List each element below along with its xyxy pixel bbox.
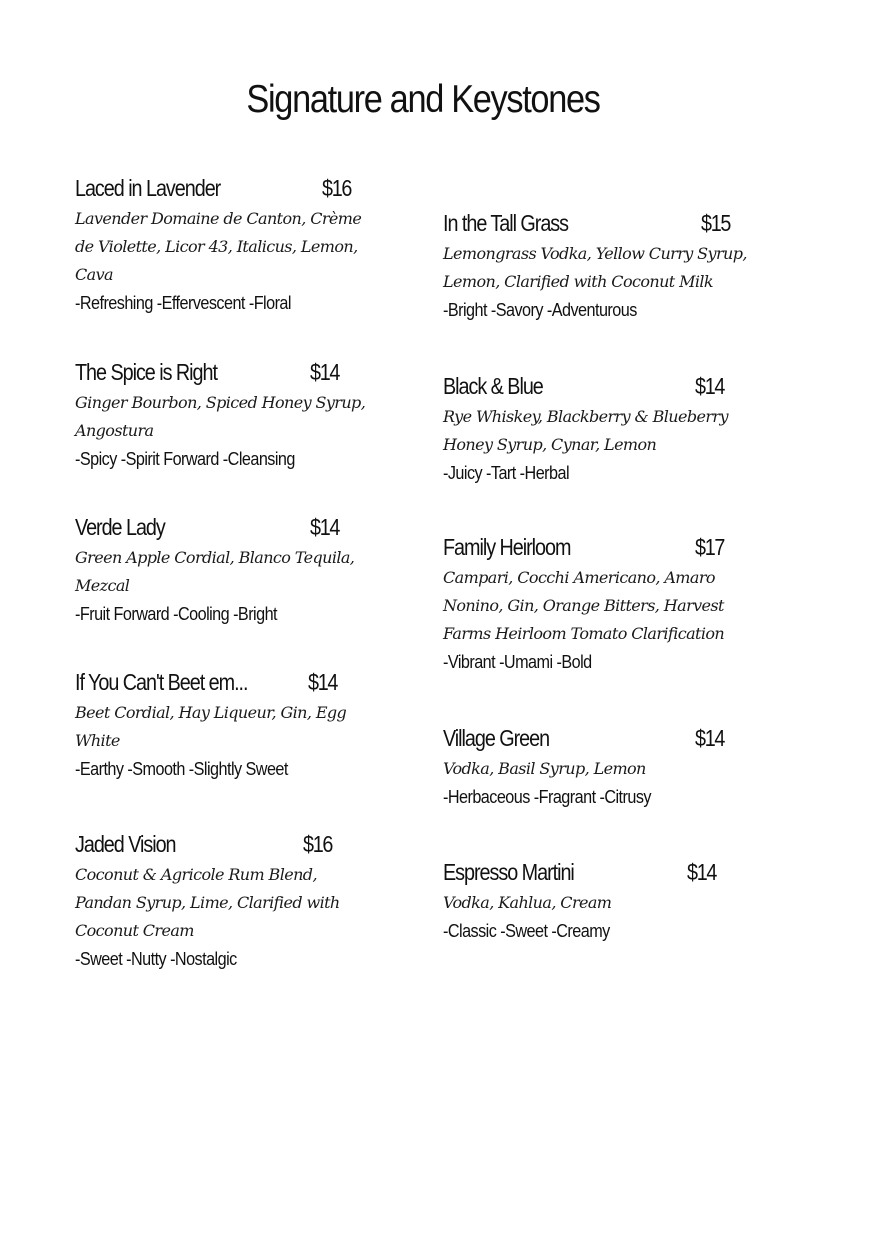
item-price: $14 xyxy=(687,859,717,885)
item-tags: -Classic -Sweet -Creamy xyxy=(443,921,610,941)
item-name: Black & Blue xyxy=(443,373,543,399)
item-header xyxy=(75,354,405,388)
menu-item-if-you-cant-beet-em xyxy=(75,664,405,783)
menu-item-family-heirloom xyxy=(443,529,773,676)
item-description: Beet Cordial, Hay Liqueur, Gin, Egg White xyxy=(75,703,347,750)
item-description: Rye Whiskey, Blackberry & Blueberry Honey Syrup, Cynar, Lemon xyxy=(443,407,728,454)
item-header xyxy=(443,205,773,239)
item-description: Vodka, Kahlua, Cream xyxy=(443,893,612,912)
item-header xyxy=(443,368,773,402)
item-header xyxy=(443,529,773,563)
item-tags: -Fruit Forward -Cooling -Bright xyxy=(75,604,278,624)
item-description: Ginger Bourbon, Spiced Honey Syrup, Angostura xyxy=(75,393,366,440)
item-price: $16 xyxy=(322,175,352,201)
item-name: Village Green xyxy=(443,725,550,751)
item-description: Campari, Cocchi Americano, Amaro Nonino, Gin, Orange Bitters, Harvest Farms Heirloom Tomato Clarification xyxy=(443,568,725,643)
menu-item-espresso-martini xyxy=(443,854,773,945)
item-name: Verde Lady xyxy=(75,514,165,540)
menu-item-the-spice-is-right xyxy=(75,354,405,473)
item-header xyxy=(75,664,405,698)
page-title: Signature and Keystones xyxy=(246,78,600,121)
item-name: Laced in Lavender xyxy=(75,175,221,201)
item-tags: -Bright -Savory -Adventurous xyxy=(443,300,637,320)
item-name: If You Can't Beet em... xyxy=(75,669,248,695)
menu-item-in-the-tall-grass xyxy=(443,205,773,324)
item-description: Coconut & Agricole Rum Blend, Pandan Syrup, Lime, Clarified with Coconut Cream xyxy=(75,865,340,940)
item-tags: -Juicy -Tart -Herbal xyxy=(443,463,570,483)
item-price: $16 xyxy=(303,831,333,857)
item-tags: -Earthy -Smooth -Slightly Sweet xyxy=(75,759,288,779)
item-header xyxy=(75,170,405,204)
item-name: The Spice is Right xyxy=(75,359,217,385)
item-tags: -Refreshing -Effervescent -Floral xyxy=(75,293,291,313)
item-description: Green Apple Cordial, Blanco Tequila, Mezcal xyxy=(75,548,355,595)
item-name: In the Tall Grass xyxy=(443,210,569,236)
item-description: Vodka, Basil Syrup, Lemon xyxy=(443,759,646,778)
menu-item-jaded-vision xyxy=(75,826,405,973)
item-price: $14 xyxy=(310,514,340,540)
item-tags: -Vibrant -Umami -Bold xyxy=(443,652,592,672)
menu-item-verde-lady xyxy=(75,509,405,628)
item-header xyxy=(75,826,405,860)
item-header xyxy=(443,854,773,888)
item-name: Family Heirloom xyxy=(443,534,571,560)
item-description: Lavender Domaine de Canton, Crème de Violette, Licor 43, Italicus, Lemon, Cava xyxy=(75,209,362,284)
item-price: $15 xyxy=(701,210,731,236)
menu-item-laced-in-lavender xyxy=(75,170,405,317)
item-header xyxy=(443,720,773,754)
item-description: Lemongrass Vodka, Yellow Curry Syrup, Lemon, Clarified with Coconut Milk xyxy=(443,244,747,291)
item-price: $14 xyxy=(695,373,725,399)
menu-item-village-green xyxy=(443,720,773,811)
item-header xyxy=(75,509,405,543)
item-price: $14 xyxy=(310,359,340,385)
item-name: Espresso Martini xyxy=(443,859,574,885)
item-name: Jaded Vision xyxy=(75,831,176,857)
item-tags: -Sweet -Nutty -Nostalgic xyxy=(75,949,237,969)
menu-item-black-and-blue xyxy=(443,368,773,487)
item-tags: -Herbaceous -Fragrant -Citrusy xyxy=(443,787,651,807)
item-price: $14 xyxy=(308,669,338,695)
item-tags: -Spicy -Spirit Forward -Cleansing xyxy=(75,449,295,469)
item-price: $17 xyxy=(695,534,725,560)
item-price: $14 xyxy=(695,725,725,751)
